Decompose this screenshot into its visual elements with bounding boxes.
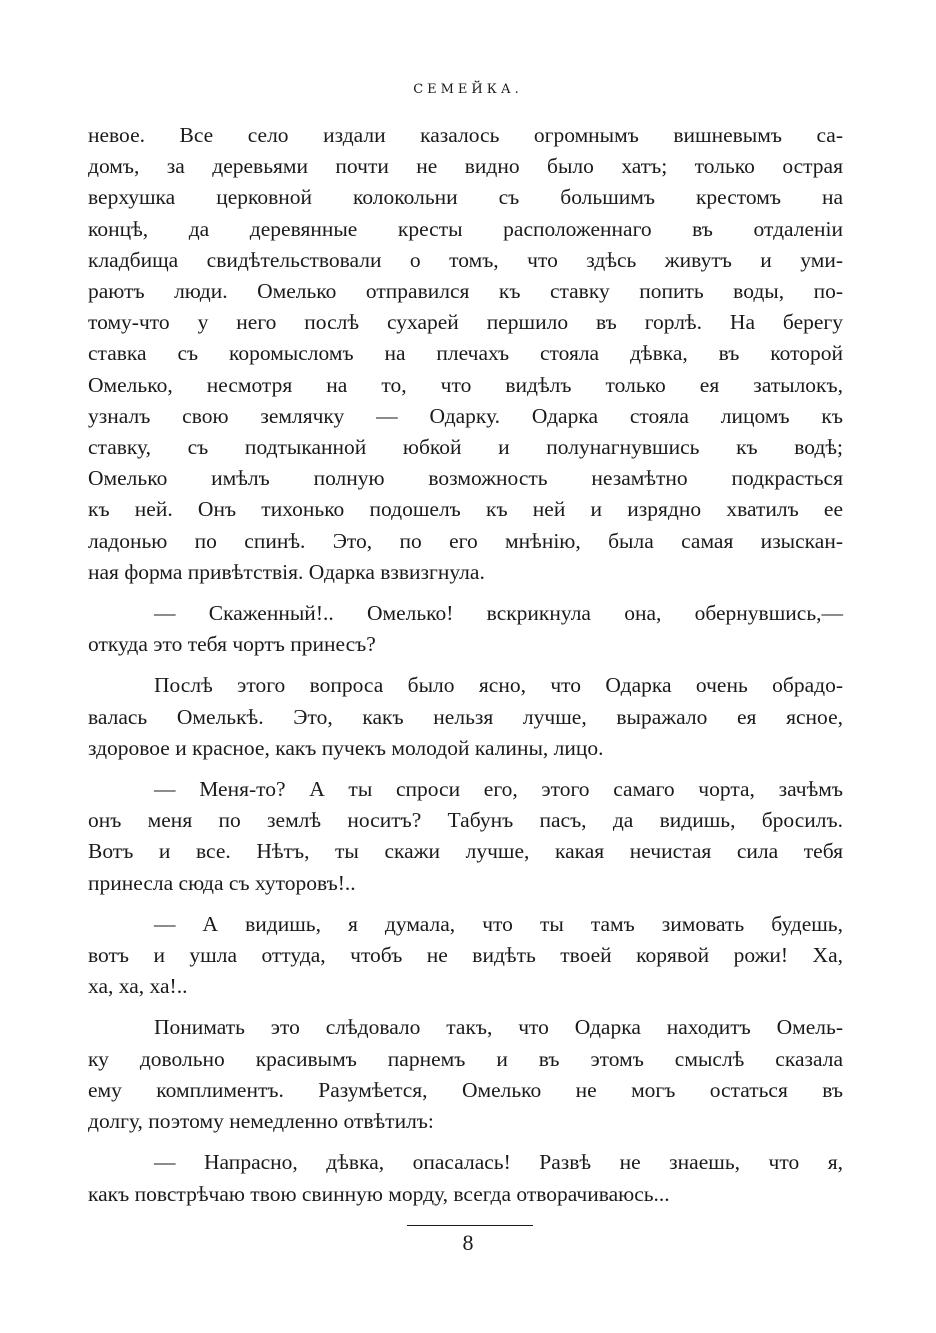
text-line: ставка съ коромысломъ на плечахъ стояла дѣвка, въ которой (88, 341, 843, 366)
text-line: здоровое и красное, какъ пучекъ молодой калины, лицо. (88, 735, 604, 760)
text-line: онъ меня по землѣ носитъ? Табунъ пасъ, да видишь, бросилъ. (88, 808, 843, 833)
paragraph-gap (88, 899, 843, 909)
text-line: къ ней. Онъ тихонько подошелъ къ ней и изрядно хватилъ ее (88, 497, 843, 522)
text-line: ха, ха, ха!.. (88, 974, 188, 999)
text-line: — Меня-то? А ты спроси его, этого самаго чорта, зачѣмъ (154, 777, 843, 802)
text-line: вотъ и ушла оттуда, чтобъ не видѣть твоей корявой рожи! Ха, (88, 943, 843, 968)
paragraph (88, 598, 843, 660)
paragraph-gap (88, 660, 843, 670)
text-line: валась Омелькѣ. Это, какъ нельзя лучше, выражало ея ясное, (88, 704, 843, 729)
text-line: откуда это тебя чортъ принесъ? (88, 632, 376, 657)
paragraph-gap (88, 764, 843, 774)
paragraph (88, 1012, 843, 1137)
text-line: кладбища свидѣтельствовали о томъ, что здѣсь живутъ и уми- (88, 247, 843, 272)
paragraph-gap (88, 588, 843, 598)
paragraph (88, 909, 843, 1003)
text-line: узналъ свою землячку — Одарку. Одарка стояла лицомъ къ (88, 403, 843, 428)
paragraph-gap (88, 1002, 843, 1012)
text-line: Омелько имѣлъ полную возможность незамѣтно подкрасться (88, 466, 843, 491)
text-line: Вотъ и все. Нѣтъ, ты скажи лучше, какая нечистая сила тебя (88, 839, 843, 864)
text-line: ему комплиментъ. Разумѣется, Омелько не могъ остаться въ (88, 1077, 843, 1102)
text-line: невое. Все село издали казалось огромнымъ вишневымъ са- (88, 123, 843, 147)
text-line: ладонью по спинѣ. Это, по его мнѣнію, была самая изыскан- (88, 528, 843, 553)
body-text (88, 120, 843, 1210)
text-line: Омелько, несмотря на то, что видѣлъ только ея затылокъ, (88, 372, 843, 397)
paragraph (88, 1147, 843, 1209)
text-line: верхушка церковной колокольни съ большимъ крестомъ на (88, 185, 843, 210)
footer-rule (407, 1225, 533, 1226)
text-line: Послѣ этого вопроса было ясно, что Одарка очень обрадо- (154, 673, 843, 698)
text-line: долгу, поэтому немедленно отвѣтилъ: (88, 1109, 434, 1134)
text-line: домъ, за деревьями почти не видно было хатъ; только острая (88, 154, 843, 179)
paragraph (88, 774, 843, 899)
paragraph (88, 670, 843, 764)
paragraph-gap (88, 1137, 843, 1147)
text-line: ставку, съ подтыканной юбкой и полунагнувшись къ водѣ; (88, 435, 843, 460)
text-line: какъ повстрѣчаю твою свинную морду, всегда отворачиваюсь... (88, 1181, 670, 1206)
text-line: раютъ люди. Омелько отправился къ ставку попить воды, по- (88, 279, 843, 304)
text-line: — Скаженный!.. Омелько! вскрикнула она, обернувшись,— (154, 601, 843, 626)
text-line: концѣ, да деревянные кресты расположеннаго въ отдаленіи (88, 216, 843, 241)
text-line: Понимать это слѣдовало такъ, что Одарка находитъ Омель- (154, 1015, 843, 1040)
text-line: ку довольно красивымъ парнемъ и въ этомъ смыслѣ сказала (88, 1046, 843, 1071)
text-line: — А видишь, я думала, что ты тамъ зимовать будешь, (154, 911, 843, 936)
text-line: принесла сюда съ хуторовъ!.. (88, 870, 356, 895)
text-line: ная форма привѣтствія. Одарка взвизгнула. (88, 559, 485, 584)
page-number: 8 (462, 1230, 474, 1255)
paragraph (88, 120, 843, 588)
text-line: — Напрасно, дѣвка, опасалась! Развѣ не знаешь, что я, (154, 1150, 843, 1175)
text-line: тому-что у него послѣ сухарей першило въ горлѣ. На берегу (88, 310, 843, 335)
running-head: СЕМЕЙКА. (413, 82, 523, 97)
